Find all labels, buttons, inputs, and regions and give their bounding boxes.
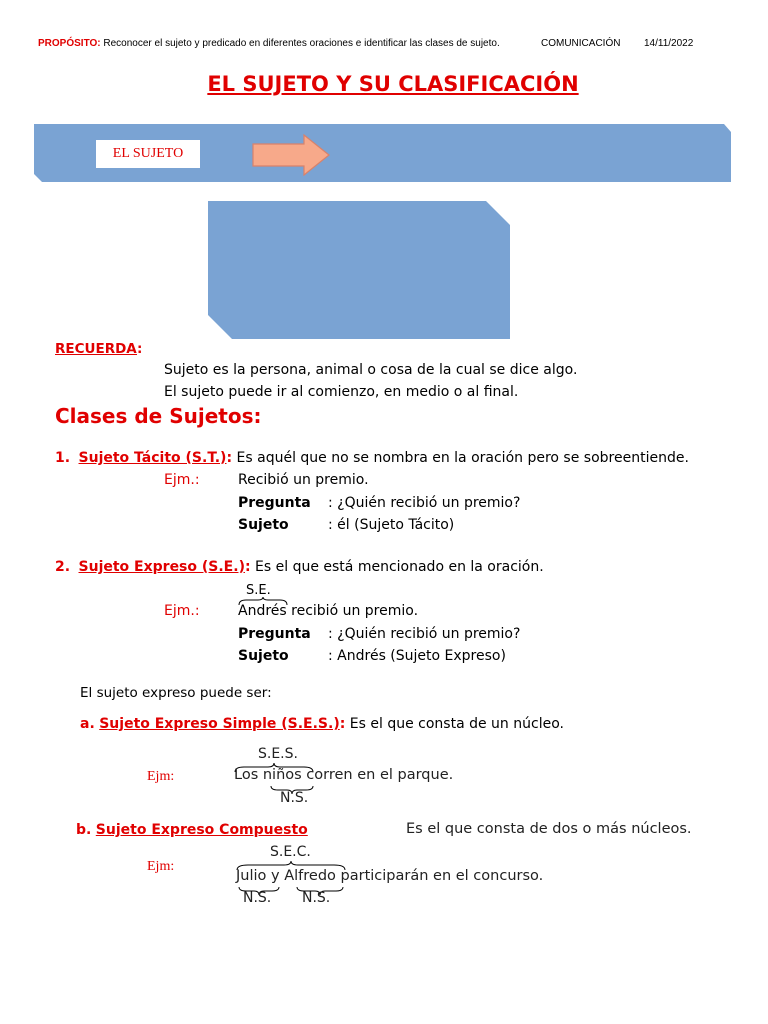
recuerda-colon: : [137, 341, 143, 357]
expreso-colon: : [244, 559, 251, 575]
expreso-number: 2. [55, 559, 71, 575]
simple-top-label: S.E.S. [258, 746, 298, 762]
recuerda-line-1: Sujeto es la persona, animal o cosa de la cual se dice algo. [164, 362, 578, 378]
tacito-sujeto-label: Sujeto [238, 517, 289, 533]
expreso-sujeto-label: Sujeto [238, 648, 289, 664]
compuesto-ejm: Ejm: [147, 859, 175, 874]
compuesto-top-label: S.E.C. [270, 844, 311, 860]
tacito-pregunta-value: : ¿Quién recibió un premio? [328, 495, 521, 511]
simple-sentence [234, 767, 453, 783]
compuesto-name: Sujeto Expreso Compuesto [95, 822, 308, 838]
simple-sentence-part2: corren en el parque. [301, 767, 454, 783]
expreso-sujeto-value: : Andrés (Sujeto Expreso) [328, 648, 506, 664]
compuesto-ns-2: N.S. [302, 890, 331, 906]
expreso-example: Andrés recibió un premio. [238, 603, 419, 619]
compuesto-letter: b. [76, 822, 92, 838]
header-date: 14/11/2022 [644, 38, 694, 49]
simple-nucleus: niños [262, 767, 302, 783]
compuesto-rest: participarán en el concurso. [335, 868, 544, 884]
simple-letter: a. [80, 716, 95, 732]
tacito-definition: Es aquél que no se nombra en la oración pero se sobreentiende. [236, 450, 689, 466]
expreso-name: Sujeto Expreso (S.E.) [78, 559, 245, 575]
recuerda-line-2: El sujeto puede ir al comienzo, en medio o al final. [164, 384, 519, 400]
expreso-pregunta-label: Pregunta [238, 626, 311, 642]
simple-item [80, 716, 564, 732]
tacito-pregunta-label: Pregunta [238, 495, 311, 511]
simple-ejm: Ejm: [147, 769, 175, 784]
proposito-label: PROPÓSITO: [38, 38, 101, 49]
compuesto-word1: Julio [236, 868, 267, 884]
expreso-ejm: Ejm.: [164, 603, 200, 619]
compuesto-conj: y [266, 868, 285, 884]
compuesto-ns-1: N.S. [243, 890, 272, 906]
simple-definition: Es el que consta de un núcleo. [349, 716, 564, 732]
compuesto-word2: Alfredo [284, 868, 336, 884]
simple-name: Sujeto Expreso Simple (S.E.S.) [99, 716, 340, 732]
expreso-pregunta-value: : ¿Quién recibió un premio? [328, 626, 521, 642]
expreso-item [55, 559, 544, 575]
tacito-sujeto-value: : él (Sujeto Tácito) [328, 517, 455, 533]
page-title: EL SUJETO Y SU CLASIFICACIÓN [207, 72, 579, 96]
clases-heading: Clases de Sujetos: [55, 404, 262, 428]
expreso-brace-label: S.E. [246, 583, 271, 598]
header-area: COMUNICACIÓN [541, 38, 621, 49]
compuesto-sentence [236, 868, 543, 884]
tacito-item [55, 450, 689, 466]
blue-box [208, 201, 510, 339]
proposito-text: Reconocer el sujeto y predicado en diferentes oraciones e identificar las clases de sujeto. [103, 38, 500, 49]
compuesto-item [76, 822, 332, 838]
recuerda-label: RECUERDA [55, 341, 138, 357]
expreso-definition: Es el que está mencionado en la oración. [255, 559, 544, 575]
simple-ns-label: N.S. [280, 790, 309, 806]
tacito-example: Recibió un premio. [238, 472, 369, 488]
compuesto-definition: Es el que consta de dos o más núcleos. [406, 821, 692, 837]
tacito-name: Sujeto Tácito (S.T.) [78, 450, 227, 466]
tacito-ejm: Ejm.: [164, 472, 200, 488]
tacito-colon: : [226, 450, 233, 466]
simple-sentence-part1: Los [234, 767, 263, 783]
banner-label-box: EL SUJETO [96, 140, 200, 168]
arrow-right-icon [252, 134, 330, 176]
tacito-number: 1. [55, 450, 71, 466]
simple-colon: : [339, 716, 346, 732]
recuerda-heading [55, 341, 142, 357]
expreso-puede-ser: El sujeto expreso puede ser: [80, 685, 272, 701]
header-proposito [38, 38, 500, 49]
